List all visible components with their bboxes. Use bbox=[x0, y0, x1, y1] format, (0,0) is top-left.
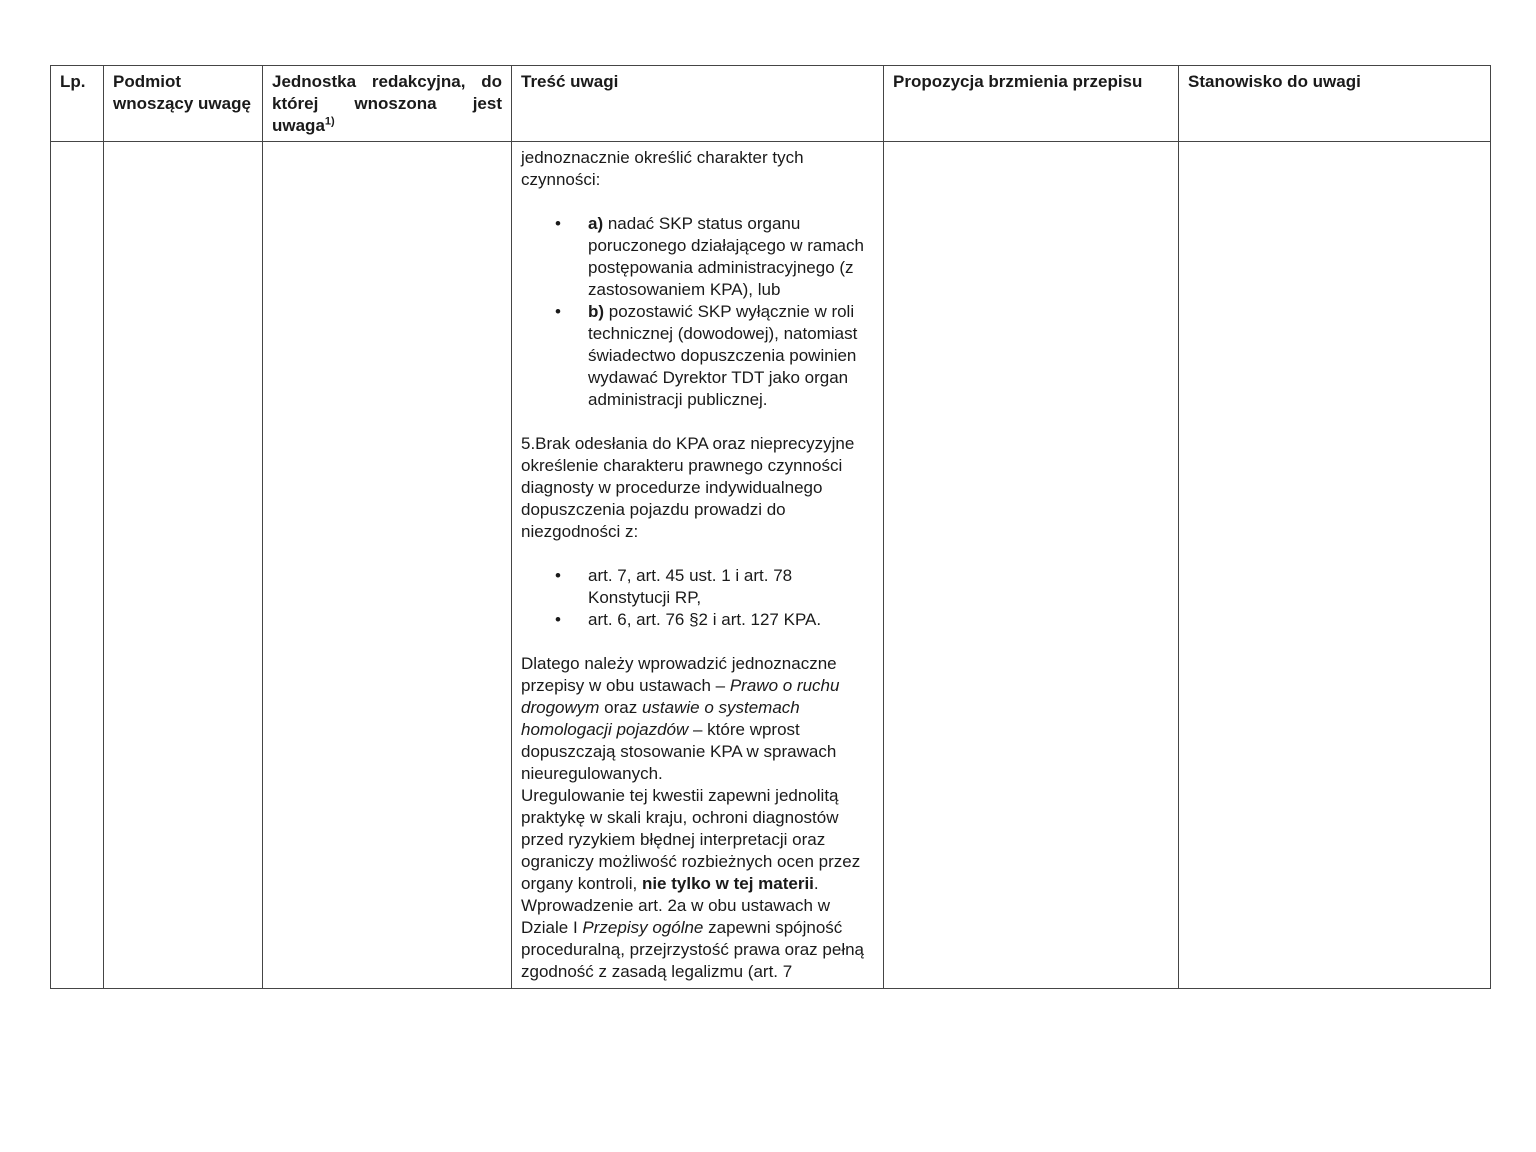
text-run: art. 6, art. 76 §2 i art. 127 KPA. bbox=[588, 610, 822, 629]
column-header-lp bbox=[51, 66, 104, 142]
cell-stanowisko bbox=[1179, 142, 1491, 989]
cell-jednostka bbox=[263, 142, 512, 989]
column-header-jednostka bbox=[263, 66, 512, 142]
text-run: Prawo o ruchu drogowym bbox=[521, 676, 840, 717]
comment-paragraph bbox=[521, 433, 874, 543]
bullet-list bbox=[521, 213, 874, 411]
cell-tresc-uwagi bbox=[512, 142, 884, 989]
text-run: . bbox=[813, 874, 819, 893]
cell-propozycja bbox=[884, 142, 1179, 989]
bullet-item bbox=[588, 609, 874, 631]
text-run: Dlatego należy wprowadzić jednoznaczne przepisy w obu ustawach – bbox=[521, 654, 837, 695]
bullet-list bbox=[521, 565, 874, 631]
text-run: pozostawić SKP wyłącznie w roli technicznej (dowodowej), natomiast świadectwo dopuszczenia powinien wydawać Dyrektor TDT jako organ administracji publicznej. bbox=[588, 302, 858, 409]
column-header-propozycja bbox=[884, 66, 1179, 142]
text-run: – które wprost dopuszczają stosowanie KPA w sprawach nieuregulowanych. bbox=[521, 720, 837, 783]
text-run: jednoznacznie określić charakter tych czynności: bbox=[521, 148, 804, 189]
header-row bbox=[51, 66, 1491, 142]
column-header-label: Propozycja brzmienia przepisu bbox=[893, 72, 1143, 91]
column-header-stanowisko bbox=[1179, 66, 1491, 142]
paragraph-spacer bbox=[521, 631, 874, 653]
paragraph-spacer bbox=[521, 191, 874, 213]
cell-lp bbox=[51, 142, 104, 989]
text-run: art. 7, art. 45 ust. 1 i art. 78 Konstytucji RP, bbox=[588, 566, 793, 607]
column-header-tresc bbox=[512, 66, 884, 142]
text-run: a) bbox=[588, 214, 604, 233]
column-header-label: Stanowisko do uwagi bbox=[1188, 72, 1361, 91]
text-run: zapewni spójność proceduralną, przejrzystość prawa oraz pełną zgodność z zasadą legalizmu (art. 7 bbox=[521, 918, 865, 981]
text-run: oraz bbox=[599, 698, 642, 717]
comment-paragraph bbox=[521, 653, 874, 785]
comment-paragraph bbox=[521, 785, 874, 895]
text-run: b) bbox=[588, 302, 605, 321]
comment-paragraph bbox=[521, 895, 874, 983]
paragraph-spacer bbox=[521, 543, 874, 565]
text-run: Uregulowanie tej kwestii zapewni jednolitą praktykę w skali kraju, ochroni diagnostów przed ryzykiem błędnej interpretacji oraz ograniczy możliwość rozbieżnych ocen przez organy kontroli, bbox=[521, 786, 861, 893]
text-run: Wprowadzenie art. 2a w obu ustawach w Dziale I bbox=[521, 896, 830, 937]
text-run: nadać SKP status organu poruczonego działającego w ramach postępowania administracyjnego (z zastosowaniem KPA), lub bbox=[588, 214, 864, 299]
column-header-label: Treść uwagi bbox=[521, 72, 619, 91]
comment-paragraph bbox=[521, 147, 874, 191]
text-run: Przepisy ogólne bbox=[582, 918, 704, 937]
table-row bbox=[51, 142, 1491, 989]
comments-table bbox=[50, 65, 1491, 989]
column-header-label: Jednostka redakcyjna, do której wnoszona jest uwaga bbox=[272, 72, 502, 135]
text-run: 5.Brak odesłania do KPA oraz nieprecyzyjne określenie charakteru prawnego czynności diagnosty w procedurze indywidualnego dopuszczenia pojazdu prowadzi do niezgodności z: bbox=[521, 434, 855, 541]
footnote-marker: 1) bbox=[324, 115, 335, 128]
bullet-item bbox=[588, 213, 874, 301]
cell-podmiot bbox=[104, 142, 263, 989]
paragraph-spacer bbox=[521, 411, 874, 433]
text-run: ustawie o systemach homologacji pojazdów bbox=[521, 698, 800, 739]
bullet-item bbox=[588, 565, 874, 609]
column-header-podmiot bbox=[104, 66, 263, 142]
column-header-label: Podmiot wnoszący uwagę bbox=[113, 72, 251, 113]
bullet-item bbox=[588, 301, 874, 411]
column-header-label: Lp. bbox=[60, 72, 86, 91]
text-run: nie tylko w tej materii bbox=[641, 874, 814, 893]
